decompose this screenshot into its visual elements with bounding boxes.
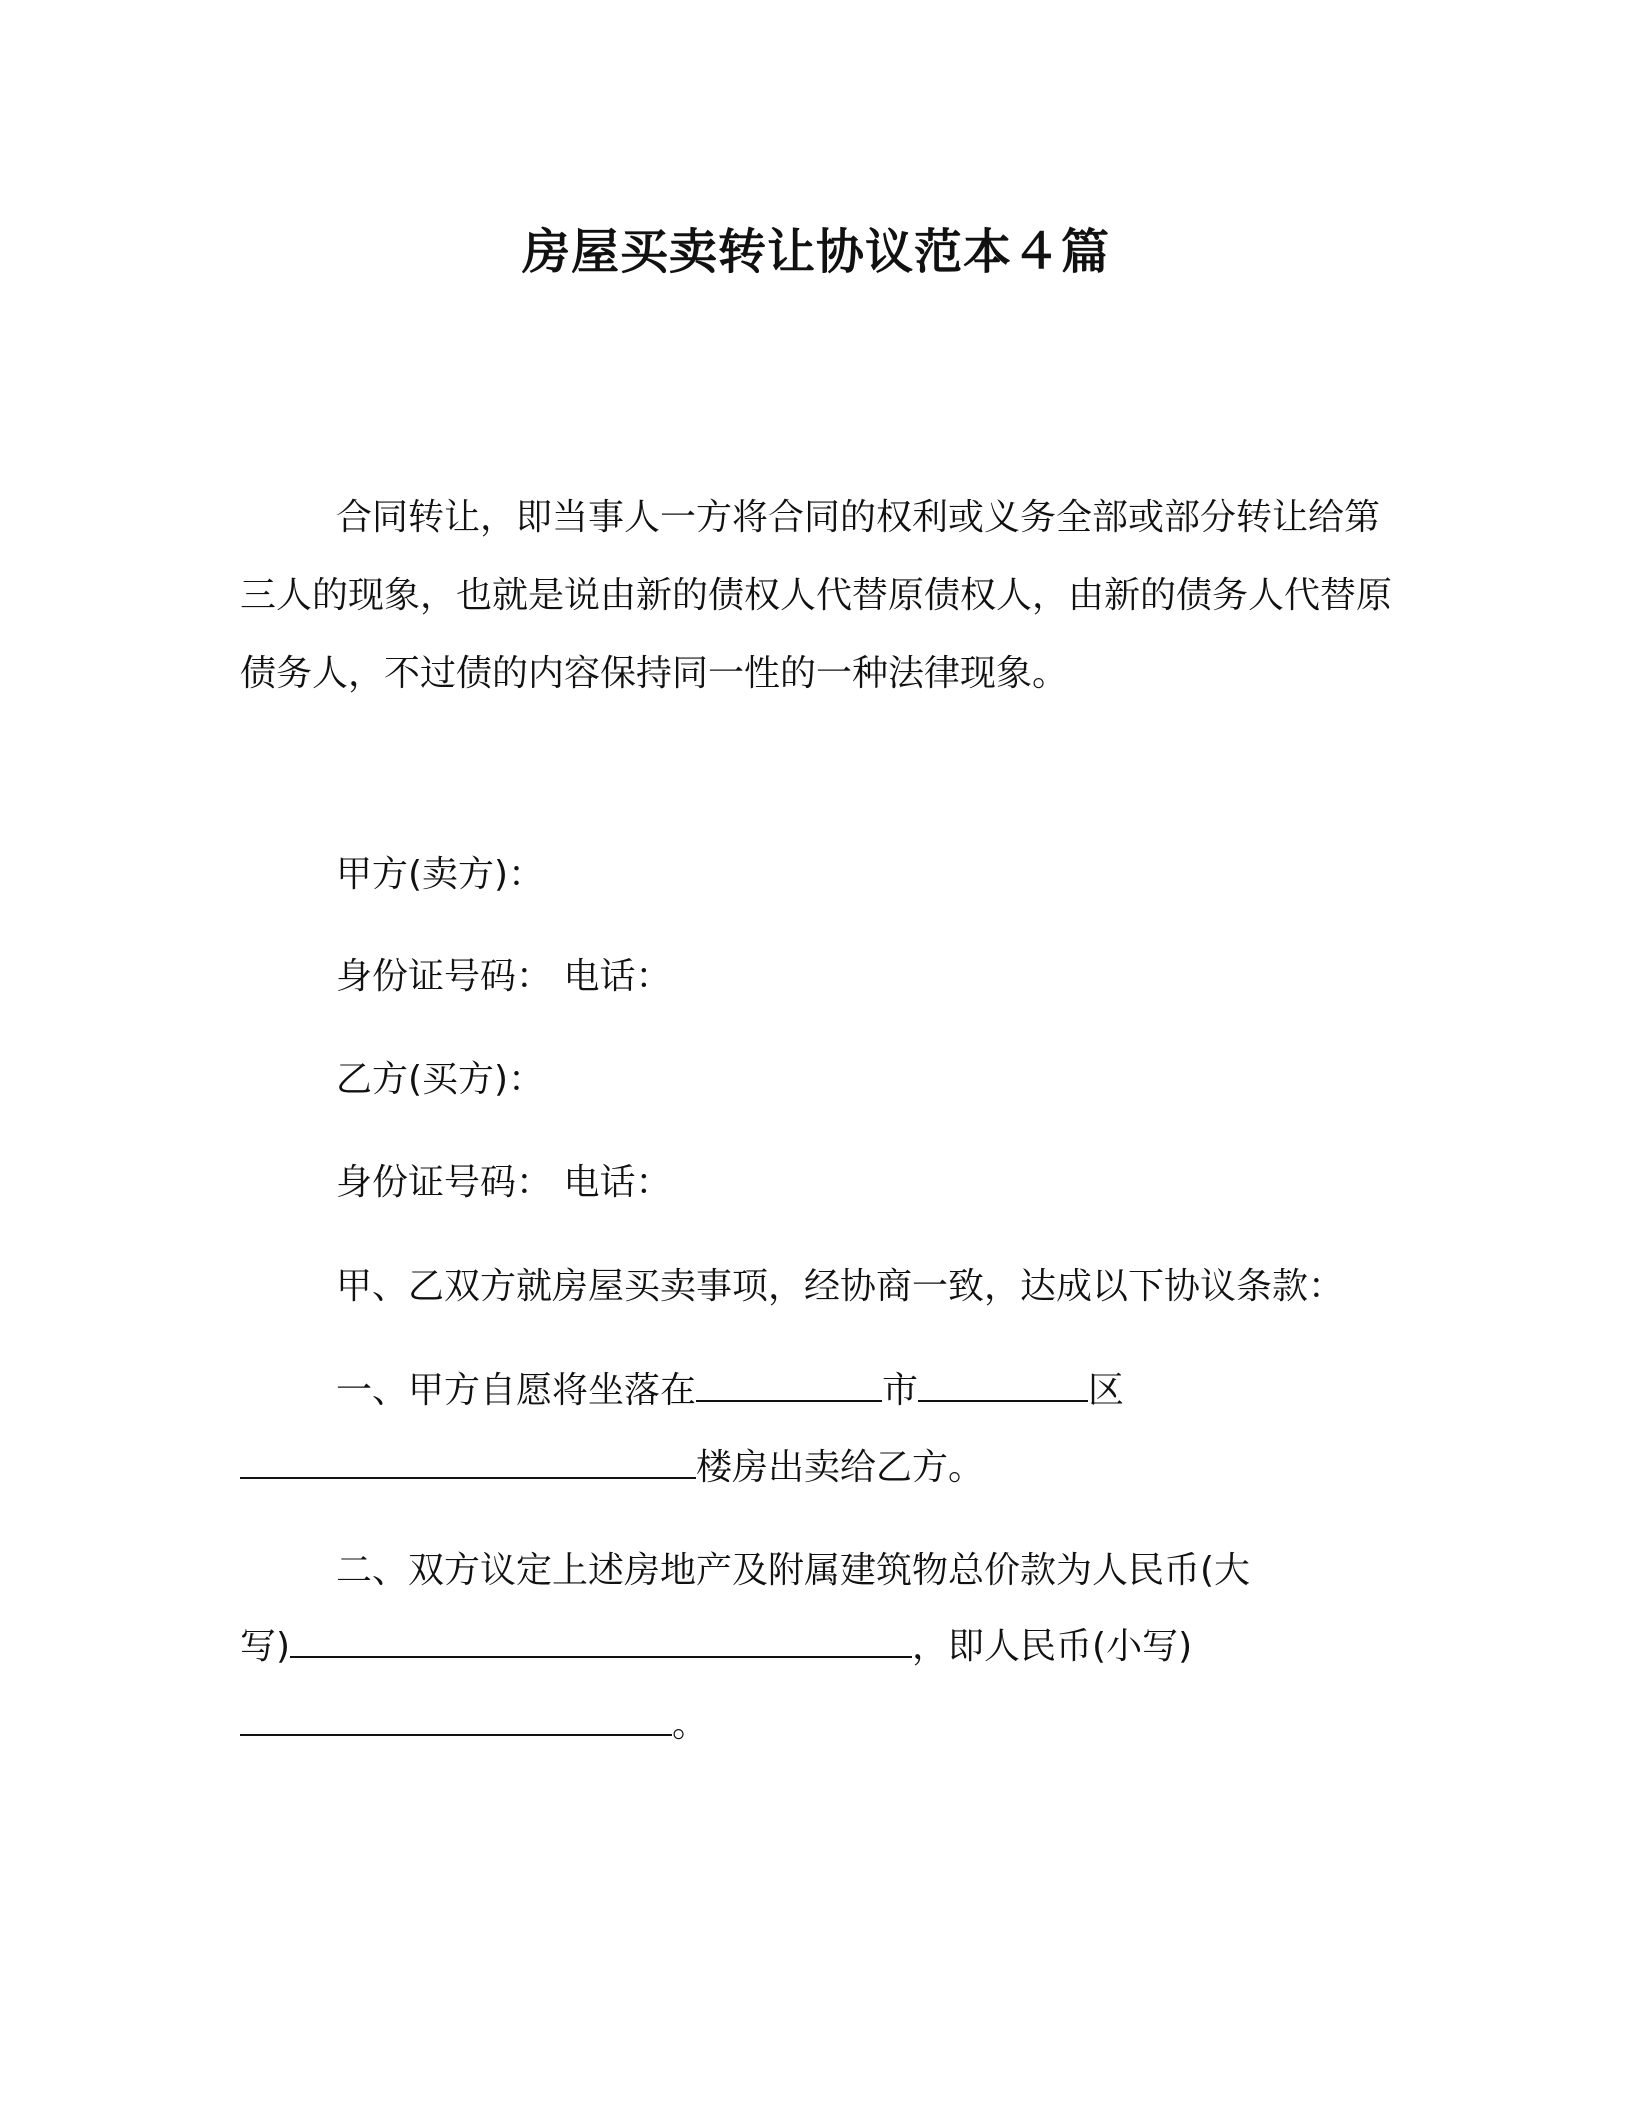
agreement-intro: 甲、乙双方就房屋买卖事项，经协商一致，达成以下协议条款：	[336, 1266, 1345, 1307]
intro-paragraph: 合同转让，即当事人一方将合同的权利或义务全部或部分转让给第三人的现象，也就是说由新的债权人代替原债权人，由新的债务人代替原债务人，不过债的内容保持同一性的一种法律现象。	[240, 497, 1393, 694]
party-b-id-label: 身份证号码：	[336, 1162, 553, 1203]
clause-2-period: 。	[672, 1704, 709, 1745]
clause-1-line-2	[240, 1443, 984, 1493]
city-label: 市	[882, 1370, 919, 1411]
party-b-contact	[336, 1158, 671, 1208]
clause-2-line-1: 二、双方议定上述房地产及附属建筑物总价款为人民币(大	[336, 1550, 1251, 1591]
city-blank	[696, 1366, 882, 1402]
lowercase-label: ，即人民币(小写)	[912, 1626, 1193, 1667]
party-b-label: 乙方(买方)：	[336, 1059, 545, 1100]
address-blank	[240, 1443, 696, 1479]
uppercase-amount-blank	[290, 1622, 912, 1658]
clause-2-line-3	[240, 1700, 708, 1750]
party-a-phone-label: 电话：	[563, 956, 672, 997]
clause-2-line-2	[240, 1622, 1192, 1672]
clause-1-line-1	[336, 1366, 1124, 1416]
party-a-label: 甲方(卖方)：	[336, 854, 545, 895]
district-blank	[918, 1366, 1088, 1402]
lowercase-amount-blank	[240, 1700, 672, 1736]
document-title: 房屋买卖转让协议范本４篇	[521, 224, 1110, 280]
clause-1-location-text: 一、甲方自愿将坐落在	[336, 1370, 697, 1411]
party-a-id-label: 身份证号码：	[336, 956, 553, 997]
party-a-contact	[336, 952, 671, 1002]
clause-1-sale-text: 楼房出卖给乙方。	[696, 1447, 985, 1488]
district-label: 区	[1088, 1370, 1125, 1411]
party-b-phone-label: 电话：	[563, 1162, 672, 1203]
uppercase-label: 写)	[240, 1626, 291, 1667]
